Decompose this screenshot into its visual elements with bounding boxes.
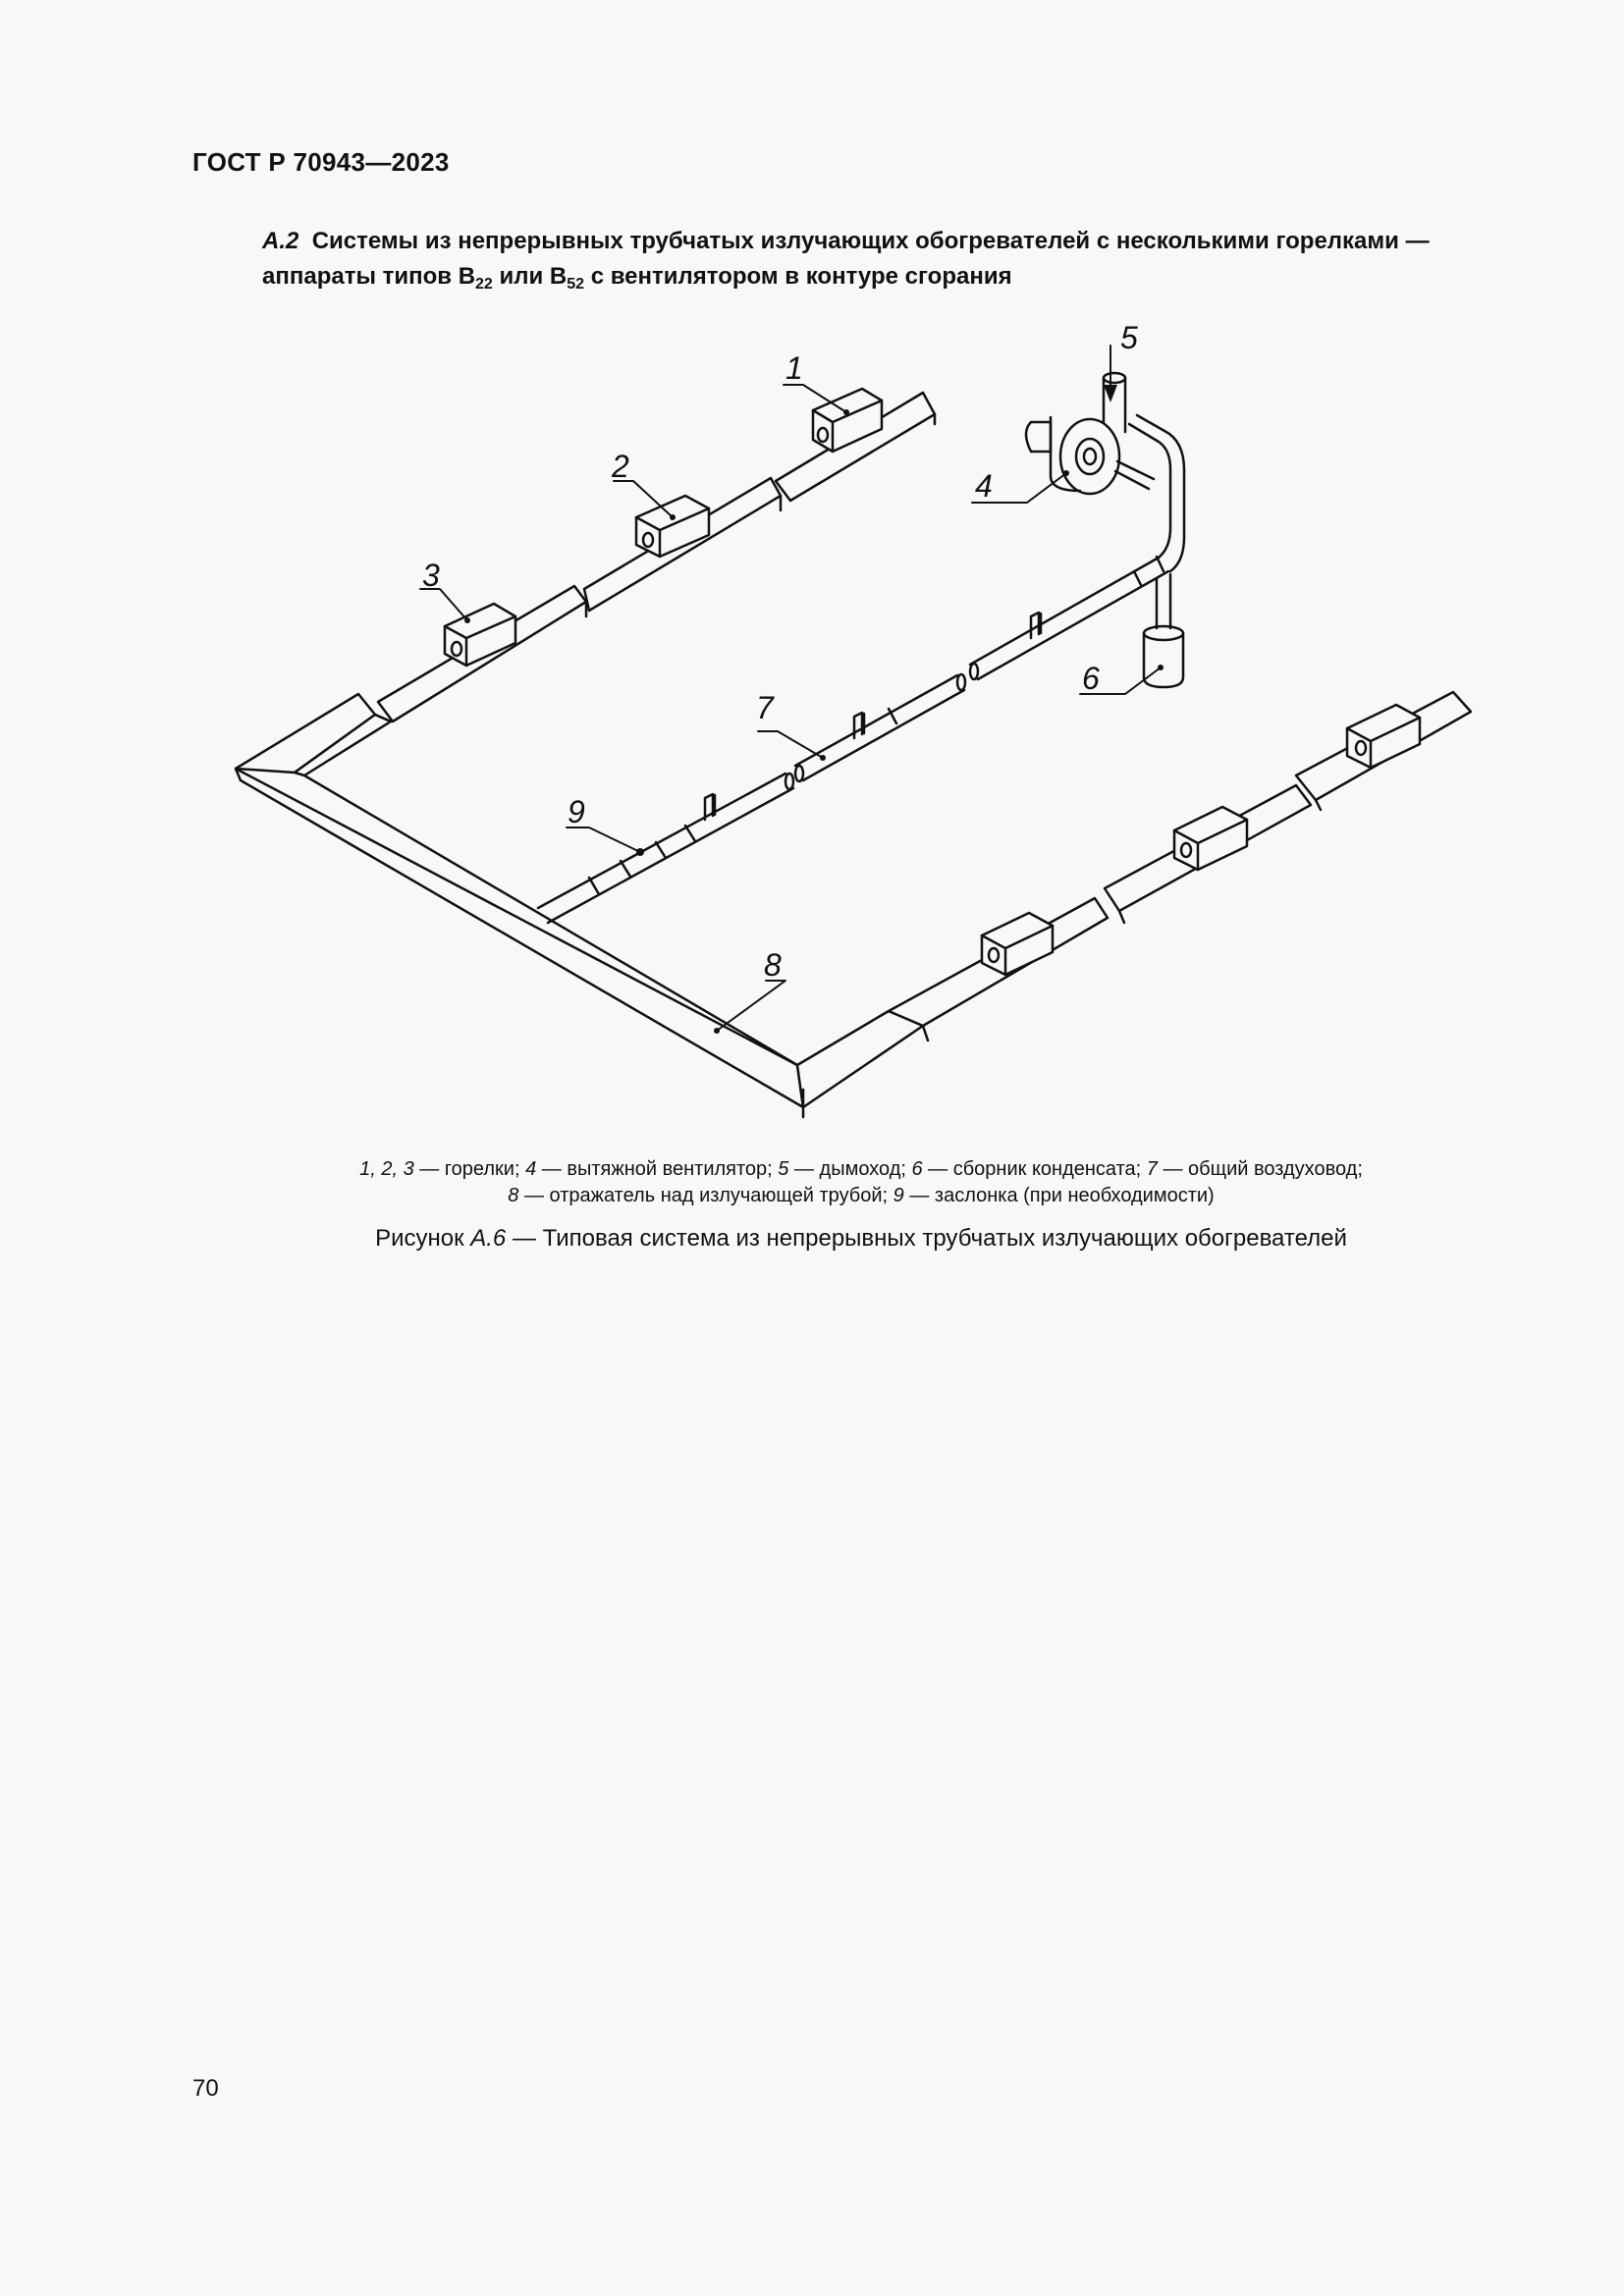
label-4: 4: [975, 468, 993, 504]
burner-3: [445, 604, 515, 666]
legend-text: — дымоход;: [788, 1158, 912, 1180]
burner-right-back: [1347, 705, 1420, 768]
figure-legend: [196, 1156, 1526, 1209]
legend-text: — общий воздуховод;: [1157, 1158, 1363, 1180]
legend-num: 1, 2, 3: [359, 1158, 414, 1180]
burner-right-mid: [1174, 807, 1247, 870]
legend-num: 4: [525, 1158, 537, 1180]
figure-caption: [196, 1225, 1526, 1253]
caption-text: — Типовая система из непрерывных трубчатых излучающих обогревателей: [506, 1225, 1347, 1252]
legend-num: 5: [778, 1158, 789, 1180]
subscript-22: 22: [475, 276, 493, 293]
burner-2: [636, 496, 709, 557]
section-title-text-1: Системы из непрерывных трубчатых излучающих обогревателей с несколькими горелками —: [311, 228, 1430, 254]
heating-system-diagram: [0, 0, 1624, 1139]
common-air-duct: [538, 557, 1168, 923]
label-3: 3: [422, 558, 440, 593]
section-number: А.2: [262, 228, 299, 254]
section-title-text-2b: или В: [492, 263, 568, 290]
legend-text: — вытяжной вентилятор;: [536, 1158, 779, 1180]
legend-num: 9: [893, 1185, 904, 1206]
legend-text: — сборник конденсата;: [922, 1158, 1147, 1180]
label-6: 6: [1082, 661, 1100, 696]
section-title-text-2c: с вентилятором в контуре сгорания: [584, 263, 1012, 290]
label-8: 8: [764, 947, 782, 983]
flue-and-condensate: [1026, 373, 1184, 687]
caption-number: А.6: [470, 1225, 507, 1252]
label-9: 9: [568, 794, 585, 829]
legend-text: — заслонка (при необходимости): [903, 1185, 1215, 1206]
caption-prefix: Рисунок: [375, 1225, 471, 1252]
legend-text: — отражатель над излучающей трубой;: [518, 1185, 893, 1206]
legend-line-1: [196, 1156, 1526, 1183]
subscript-52: 52: [567, 276, 585, 293]
label-2: 2: [612, 449, 629, 484]
legend-text: — горелки;: [413, 1158, 526, 1180]
page-number: 70: [192, 2075, 219, 2102]
section-title-text-2a: аппараты типов В: [262, 263, 476, 290]
document-header: ГОСТ Р 70943—2023: [192, 147, 450, 177]
legend-num: 7: [1146, 1158, 1158, 1180]
label-7: 7: [756, 690, 774, 725]
label-5: 5: [1120, 320, 1138, 355]
legend-num: 8: [508, 1185, 519, 1206]
burner-right-front: [982, 913, 1053, 975]
legend-line-2: [196, 1183, 1526, 1209]
label-1: 1: [785, 350, 803, 386]
legend-num: 6: [911, 1158, 923, 1180]
